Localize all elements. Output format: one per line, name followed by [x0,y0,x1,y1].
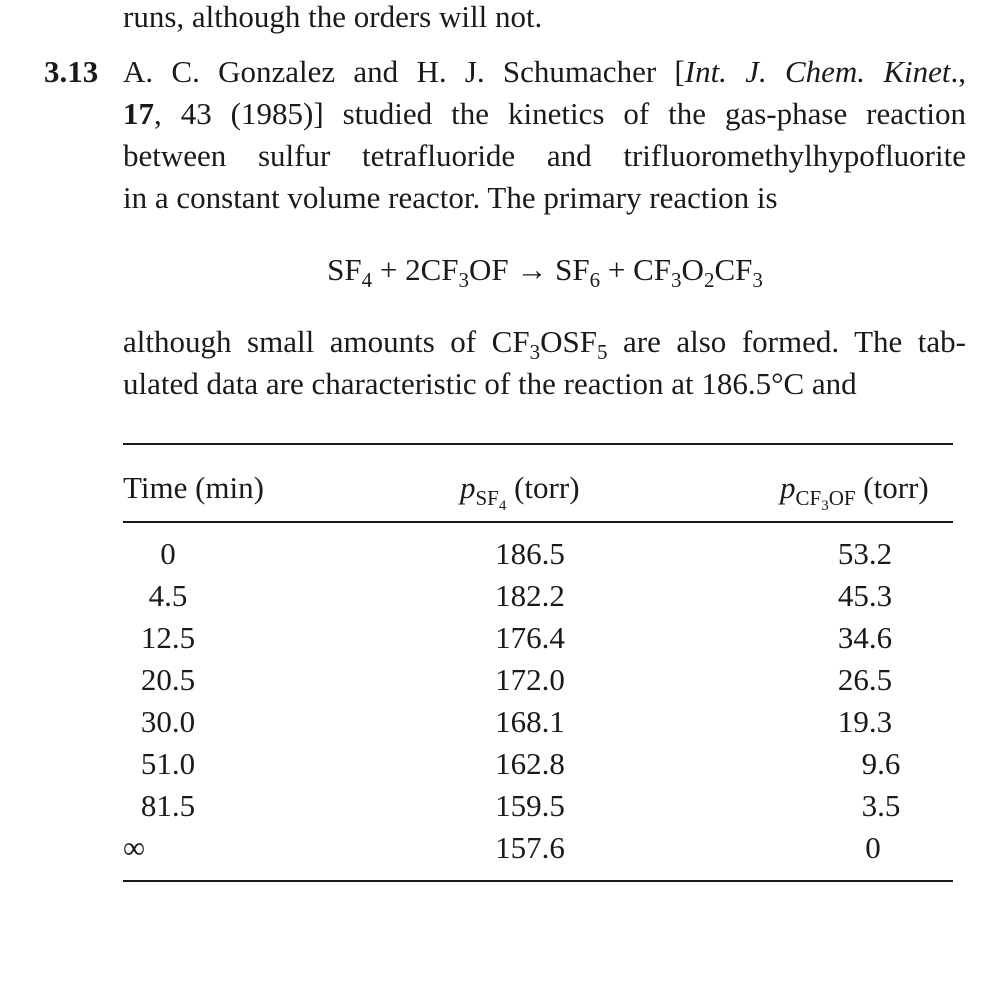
cell-time: 4.5 [148,578,188,613]
problem-text-line-1: A. C. Gonzalez and H. J. Schumacher [Int. J. Chem. Kinet., [123,54,966,89]
after-text-line-1: although small amounts of $CF_3OSF_5$ are also formed. The tab- [123,324,966,364]
reaction-equation: $SF_4 + 2CF_3OF \to SF_6 + CF_3O_2CF_3$ [327,252,763,292]
cell-time: ∞ [123,830,146,865]
problem-text-line-3: between sulfur tetrafluoride and trifluoromethylhypofluorite [123,138,966,173]
cell-p-sf4: 172.0 [495,662,565,697]
problem-text-line-4: in a constant volume reactor. The primary reaction is [123,180,778,215]
table-bottom-rule [123,880,953,882]
cell-p-cf3of: 19.3 [837,704,893,739]
table-header-p-sf4: $p_{SF_4}$ (torr) [460,470,580,514]
cell-p-sf4: 162.8 [495,746,565,781]
table-header-p-cf3of: $p_{CF_3OF}$ (torr) [780,470,929,514]
cell-p-sf4: 157.6 [495,830,565,865]
problem-number: 3.13 [44,54,99,89]
journal-volume: 17 [123,96,154,131]
cell-p-sf4: 168.1 [495,704,565,739]
cell-p-sf4: 159.5 [495,788,565,823]
intro-line: runs, although the orders will not. [123,0,543,34]
cell-p-cf3of: 34.6 [837,620,893,655]
cell-time: 30.0 [140,704,196,739]
cell-time: 12.5 [140,620,196,655]
cell-time: 51.0 [140,746,196,781]
cell-p-cf3of: 0 [865,830,881,865]
cell-p-sf4: 186.5 [495,536,565,571]
cell-p-cf3of: 53.2 [837,536,893,571]
problem-text-line-2: 17, 43 (1985)] studied the kinetics of the gas-phase reaction [123,96,966,131]
table-top-rule [123,443,953,445]
cell-p-sf4: 176.4 [495,620,565,655]
cell-p-sf4: 182.2 [495,578,565,613]
cell-time: 0 [160,536,176,571]
table-header-time: Time (min) [123,470,264,505]
cell-p-cf3of: 9.6 [861,746,901,781]
cell-p-cf3of: 3.5 [861,788,901,823]
after-text-line-2: ulated data are characteristic of the reaction at 186.5°C and [123,366,857,401]
cell-p-cf3of: 26.5 [837,662,893,697]
cell-p-cf3of: 45.3 [837,578,893,613]
cell-time: 20.5 [140,662,196,697]
journal-name: Int. J. Chem. Kinet [684,54,951,89]
table-header-rule [123,521,953,523]
cell-time: 81.5 [140,788,196,823]
